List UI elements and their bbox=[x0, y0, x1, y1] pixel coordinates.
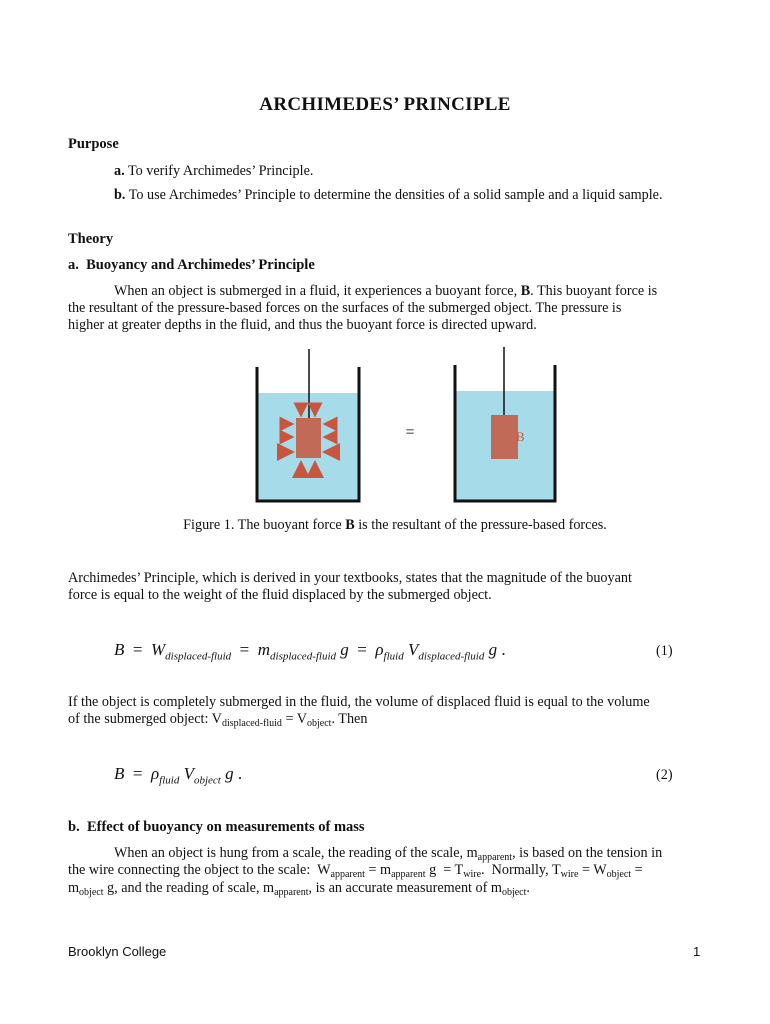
para4-l1-sub: apparent bbox=[477, 852, 513, 863]
caption-bold-b: B bbox=[345, 517, 355, 533]
eq1-dot: . bbox=[501, 640, 506, 659]
purpose-a-label: a. bbox=[114, 163, 125, 179]
eq1-w-sub: displaced-fluid bbox=[165, 650, 232, 663]
eq1-m-sub: displaced-fluid bbox=[270, 650, 337, 663]
para4-l3-sub3: object bbox=[501, 887, 527, 898]
eq2-equals: = bbox=[132, 764, 143, 783]
para4-l2-f: = bbox=[631, 862, 643, 878]
para4-l2-sub4: wire bbox=[560, 869, 579, 880]
theory-para1-line3: higher at greater depths in the fluid, and thus the buoyant force is directed upward. bbox=[68, 317, 537, 333]
para4-l3-c: , is an accurate measurement of m bbox=[308, 880, 502, 896]
para4-l2-a: the wire connecting the object to the scale: W bbox=[68, 862, 331, 878]
theory-heading: Theory bbox=[68, 231, 114, 247]
purpose-heading: Purpose bbox=[68, 136, 119, 152]
para4-l3-d: . bbox=[526, 880, 530, 896]
purpose-item-a bbox=[114, 163, 313, 180]
eq2-b: B bbox=[114, 764, 125, 783]
purpose-item-b bbox=[114, 187, 663, 204]
theory-para3-line1: If the object is completely submerged in the fluid, the volume of displaced fluid is equal to the volume bbox=[68, 694, 650, 710]
figure-equals: = bbox=[405, 424, 415, 441]
para4-l3-a: m bbox=[68, 880, 80, 896]
right-container bbox=[455, 347, 555, 501]
eq1-g1: g bbox=[340, 640, 349, 659]
theory-subheading-b: b. Effect of buoyancy on measurements of mass bbox=[68, 819, 365, 835]
para4-l2-d: . Normally, T bbox=[481, 862, 561, 878]
eq1-w: W bbox=[150, 640, 166, 659]
para4-l1-text-end: , is based on the tension in bbox=[512, 845, 663, 861]
right-buoyant-label: B bbox=[516, 429, 525, 444]
para4-l2-c: g = T bbox=[425, 862, 464, 878]
figure-caption bbox=[0, 517, 770, 534]
para1-text: When an object is submerged in a fluid, it experiences a buoyant force, bbox=[114, 283, 521, 299]
para4-l1-text: When an object is hung from a scale, the reading of the scale, m bbox=[114, 845, 478, 861]
para4-l2-sub5: object bbox=[606, 869, 632, 880]
para3-text-mid: = V bbox=[281, 711, 308, 727]
para3-text: of the submerged object: V bbox=[68, 711, 222, 727]
para4-l3-sub2: apparent bbox=[274, 887, 309, 898]
para3-text-end: . Then bbox=[331, 711, 368, 727]
page-title: ARCHIMEDES’ PRINCIPLE bbox=[259, 94, 511, 115]
eq1-m: m bbox=[257, 640, 271, 659]
caption-text-end: is the resultant of the pressure-based forces. bbox=[354, 517, 607, 533]
equation-2-number: (2) bbox=[656, 767, 673, 783]
para3-sub-2: object bbox=[307, 718, 332, 729]
equation-1 bbox=[114, 640, 506, 662]
purpose-a-text: To verify Archimedes’ Principle. bbox=[127, 163, 314, 179]
theory-para1-line1 bbox=[114, 283, 657, 300]
para3-sub-1: displaced-fluid bbox=[221, 718, 282, 729]
purpose-b-text: To use Archimedes’ Principle to determine the densities of a solid sample and a liquid sample. bbox=[128, 187, 663, 203]
equation-1-number: (1) bbox=[656, 643, 673, 659]
eq1-v-sub: displaced-fluid bbox=[418, 650, 485, 663]
eq1-rho: ρ bbox=[375, 640, 384, 659]
theory-subheading-a: a. Buoyancy and Archimedes’ Principle bbox=[68, 257, 315, 273]
buoyancy-figure bbox=[240, 345, 580, 505]
para4-l2-sub1: apparent bbox=[330, 869, 365, 880]
theory-para4-line3 bbox=[68, 880, 530, 901]
para4-l2-b: = m bbox=[364, 862, 392, 878]
para4-l2-sub2: apparent bbox=[391, 869, 426, 880]
purpose-b-label: b. bbox=[114, 187, 126, 203]
eq2-v: V bbox=[183, 764, 194, 783]
theory-para3-line2 bbox=[68, 711, 367, 732]
para1-text-end: . This buoyant force is bbox=[530, 283, 658, 299]
caption-text: Figure 1. The buoyant force bbox=[183, 517, 346, 533]
para4-l2-e: = W bbox=[578, 862, 607, 878]
eq2-rho-sub: fluid bbox=[159, 774, 180, 787]
eq1-equals-1: = bbox=[132, 640, 143, 659]
left-submerged-block bbox=[296, 418, 321, 458]
eq1-equals-2: = bbox=[239, 640, 250, 659]
eq2-dot: . bbox=[237, 764, 243, 783]
page-number: 1 bbox=[693, 944, 701, 959]
eq1-g2: g bbox=[488, 640, 498, 659]
eq2-rho: ρ bbox=[150, 764, 160, 783]
eq2-v-sub: object bbox=[193, 774, 221, 787]
eq1-b: B bbox=[114, 640, 125, 659]
eq1-v: V bbox=[407, 640, 419, 659]
theory-para2-line2: force is equal to the weight of the fluid displaced by the submerged object. bbox=[68, 587, 492, 603]
equation-2 bbox=[114, 764, 242, 786]
eq1-rho-sub: fluid bbox=[383, 650, 404, 663]
para1-bold-b: B bbox=[520, 283, 531, 299]
para4-l3-sub1: object bbox=[79, 887, 104, 898]
para4-l3-b: g, and the reading of scale, m bbox=[103, 880, 275, 896]
para4-l2-sub3: wire bbox=[463, 869, 482, 880]
eq1-equals-3: = bbox=[357, 640, 367, 659]
right-submerged-block bbox=[491, 415, 518, 459]
theory-para1-line2: the resultant of the pressure-based forces on the surfaces of the submerged object. The pressure is bbox=[68, 300, 622, 316]
left-container bbox=[257, 349, 359, 501]
footer-institution: Brooklyn College bbox=[68, 944, 167, 959]
theory-para2-line1: Archimedes’ Principle, which is derived in your textbooks, states that the magnitude of the buoyant bbox=[68, 570, 632, 586]
eq2-g: g bbox=[225, 764, 234, 783]
